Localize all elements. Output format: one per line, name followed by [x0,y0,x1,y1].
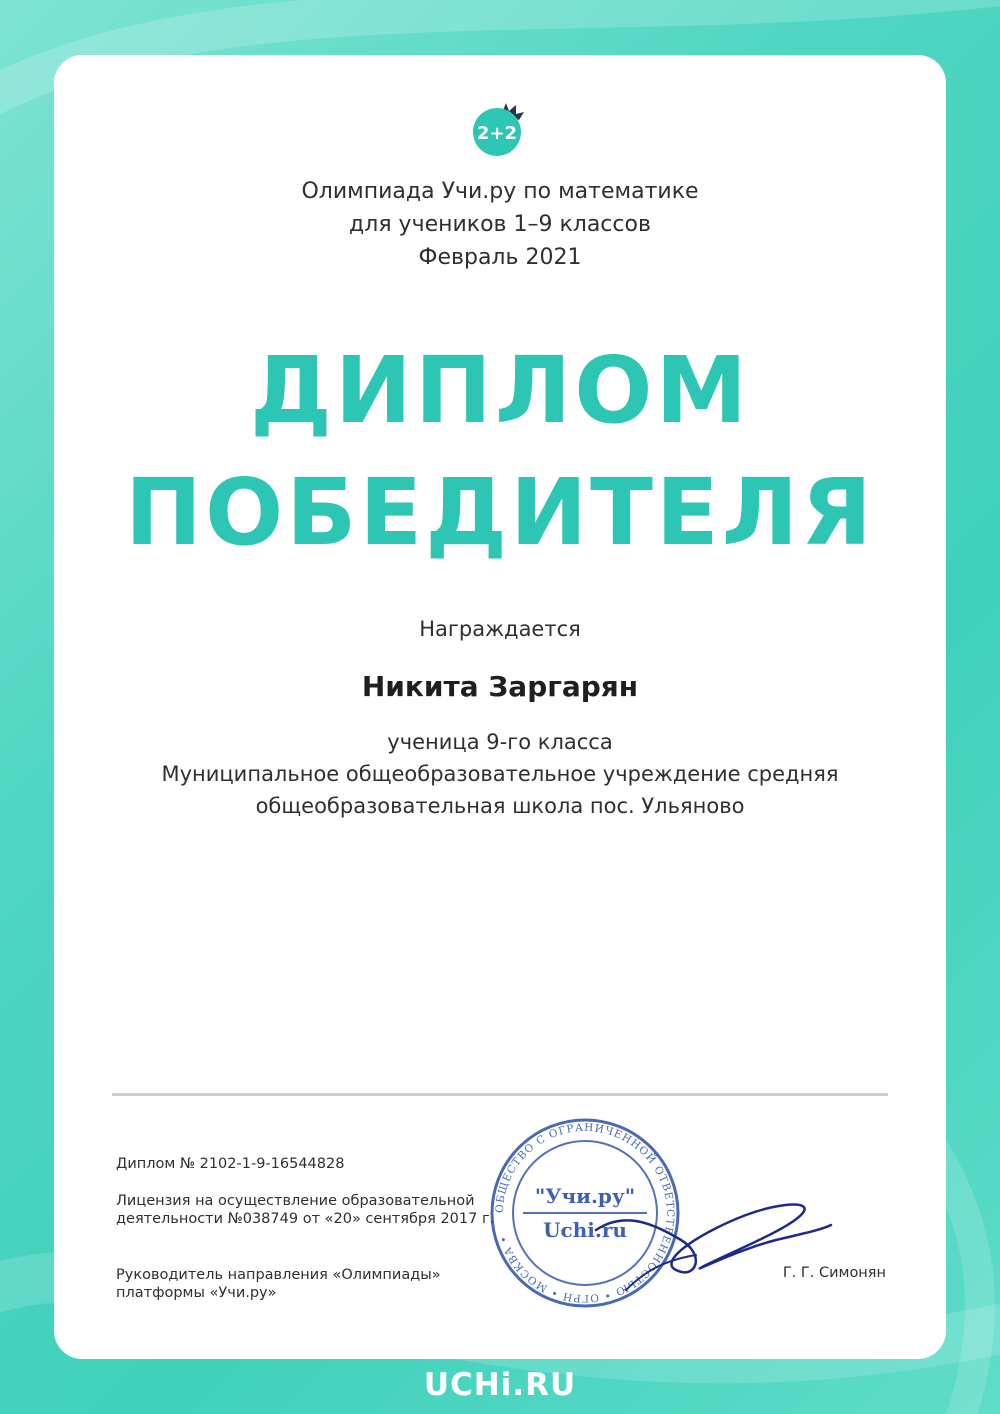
header-line-3: Февраль 2021 [418,245,582,270]
stamp-ring-text: ОБЩЕСТВО С ОГРАНИЧЕННОЙ ОТВЕТСТВЕННОСТЬЮ • ОГРН • МОСКВА • [493,1121,677,1305]
diploma-title [0,330,1000,574]
header-line-1: Олимпиада Учи.ру по математике [301,179,699,204]
title-line-1: ДИПЛОМ [249,337,751,444]
awarded-label: Награждается [419,617,581,641]
license-line-2: деятельности №038749 от «20» сентября 2017 г. [116,1211,495,1227]
signer-role [116,1266,441,1302]
school-line-1: Муниципальное общеобразовательное учреждение средняя [161,762,839,786]
diploma-number: Диплом № 2102-1-9-16544828 [116,1156,345,1172]
stamp-inner-line-1: "Учи.ру" [534,1184,636,1208]
stamp-inner-line-2: Uchi.ru [543,1218,627,1242]
recipient-grade: ученица 9-го класса [387,730,613,754]
school-line-2: общеобразовательная школа пос. Ульяново [255,794,745,818]
license-line-1: Лицензия на осуществление образовательной [116,1193,475,1209]
footer-divider [112,1093,888,1096]
signer-name: Г. Г. Симонян [782,1265,886,1281]
title-line-2: ПОБЕДИТЕЛЯ [125,459,875,566]
role-line-1: Руководитель направления «Олимпиады» [116,1267,441,1283]
olympiad-header [0,175,1000,274]
recipient-name: Никита Заргарян [361,670,639,703]
brand-logo: UCHi.RU [423,1367,577,1403]
role-line-2: платформы «Учи.ру» [116,1285,277,1301]
logo-text: 2+2 [476,123,518,144]
license-info [116,1192,494,1228]
crown-math-badge-icon [466,99,528,161]
recipient-details [0,726,1000,822]
header-line-2: для учеников 1–9 классов [349,212,651,237]
